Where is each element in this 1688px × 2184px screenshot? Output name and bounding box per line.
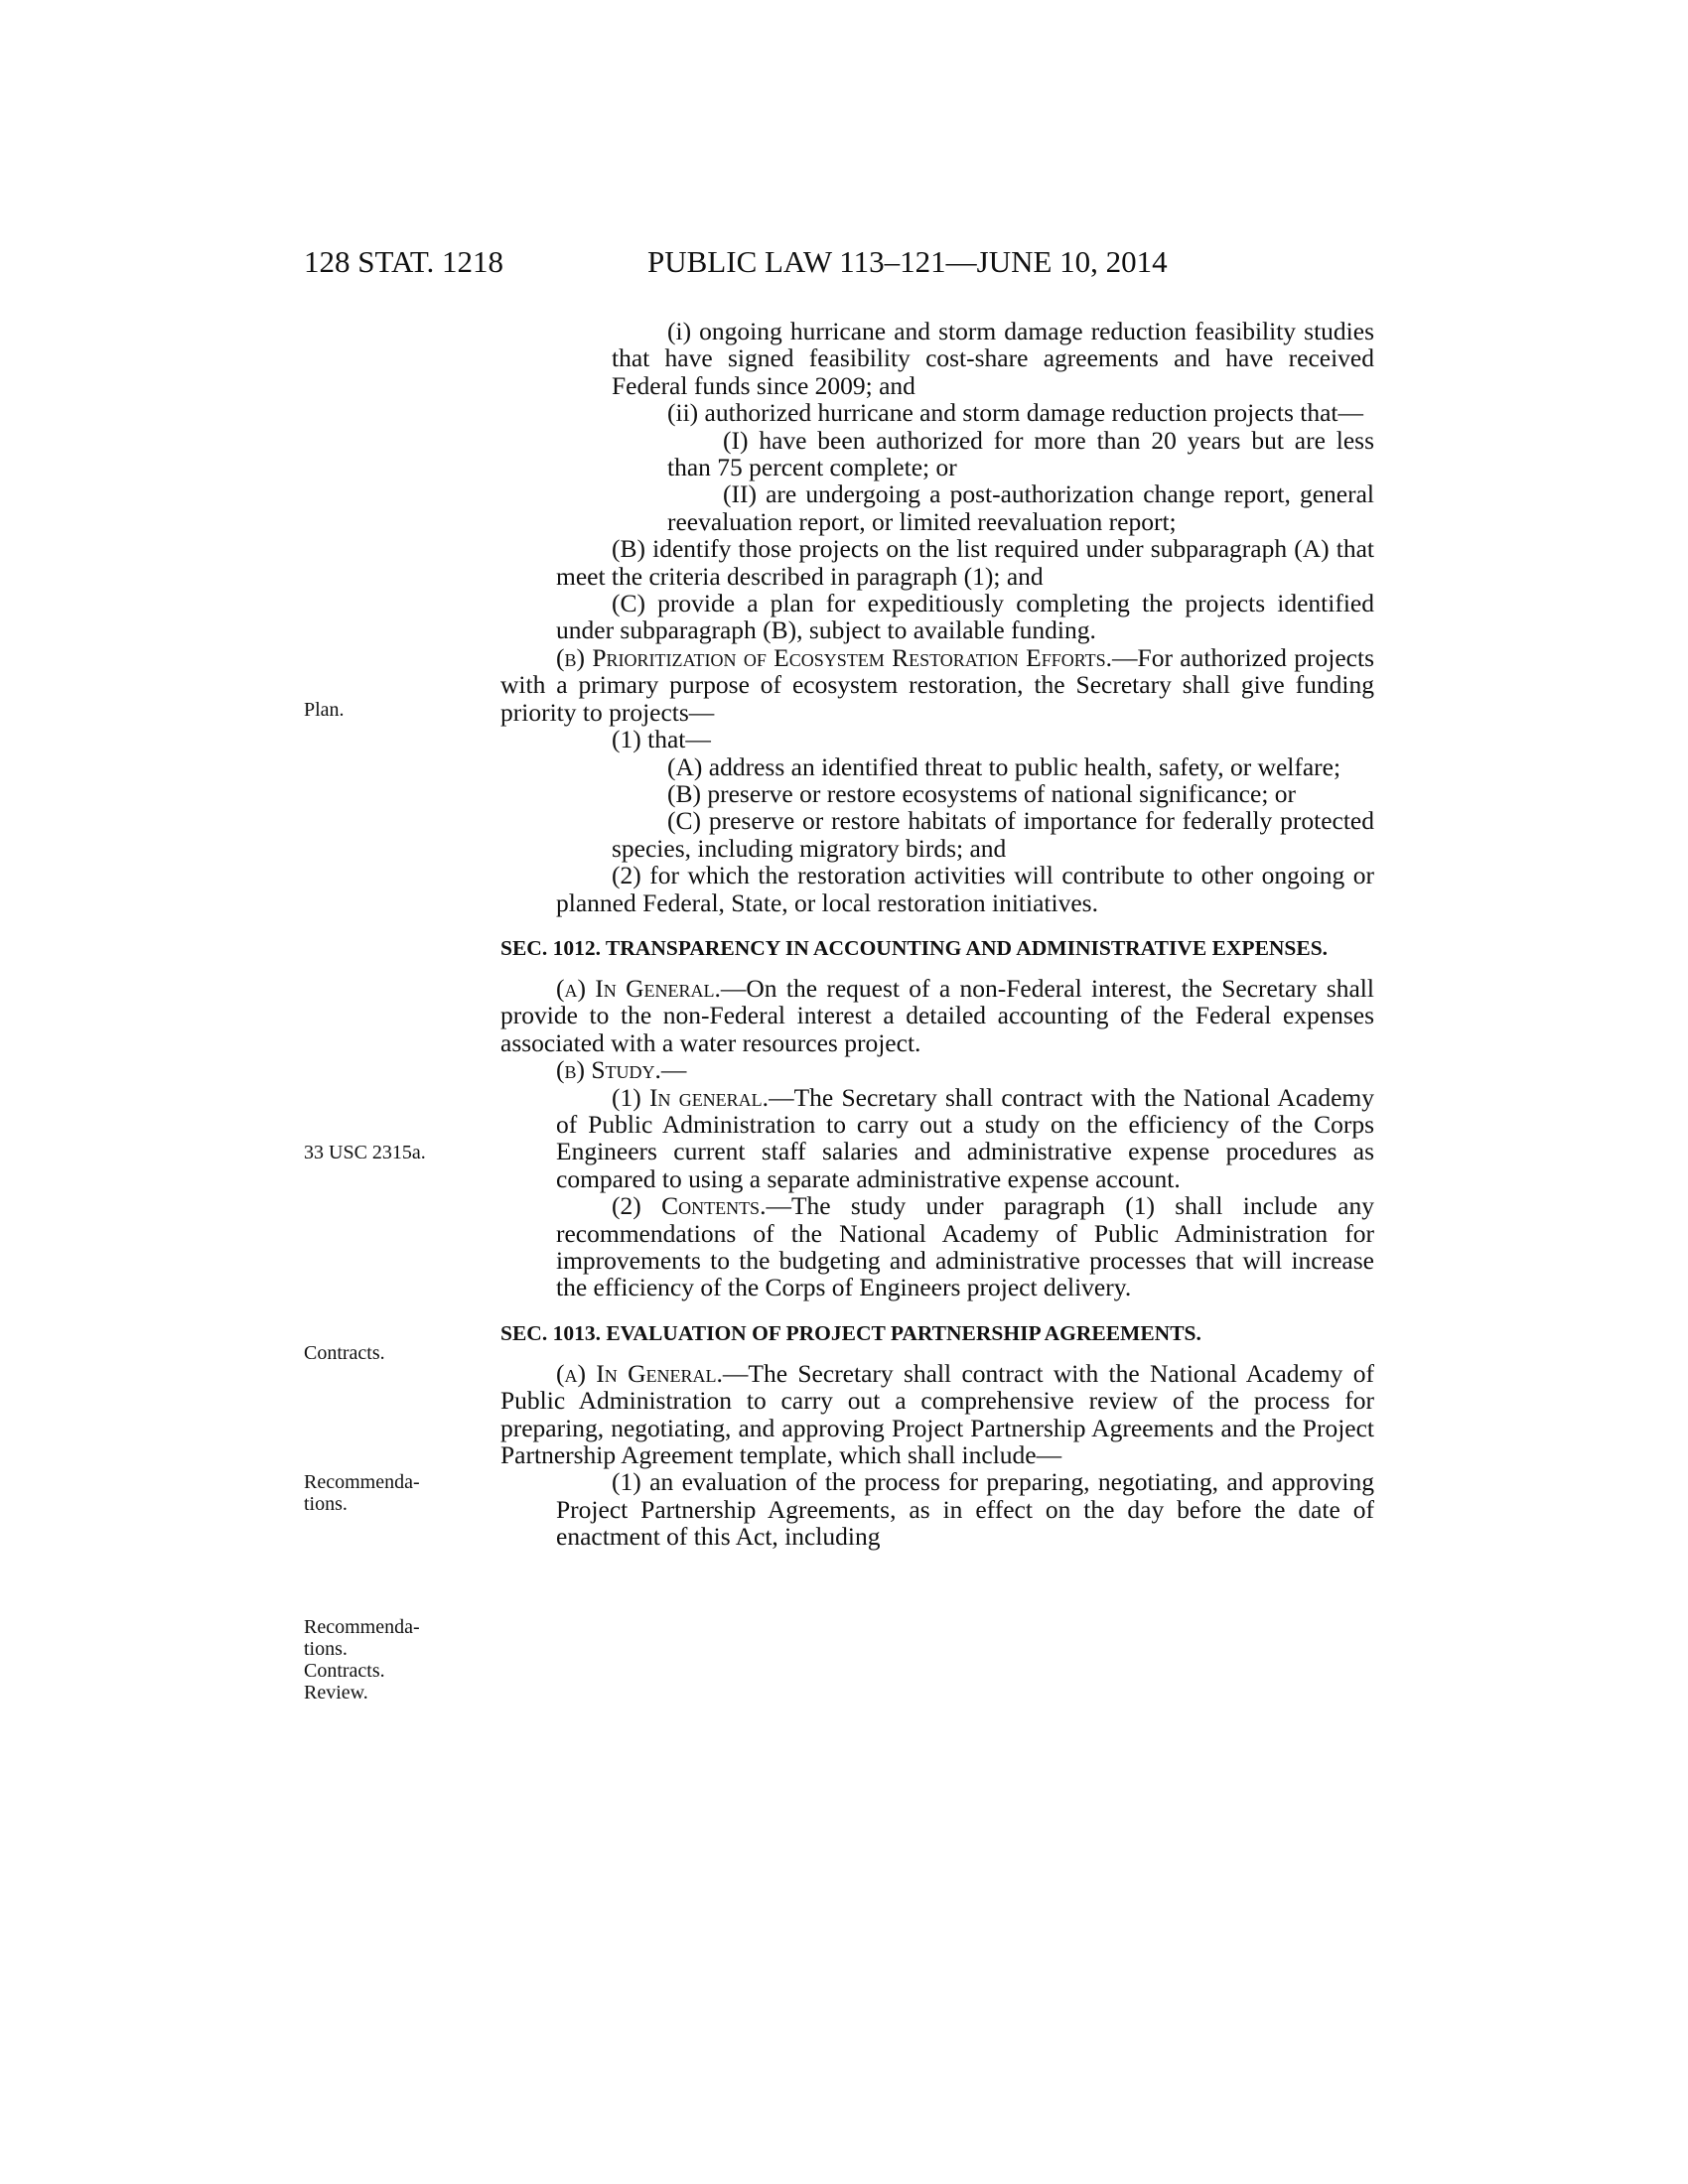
subsection-b xyxy=(500,644,1374,726)
clause-ii: (ii) authorized hurricane and storm damage reduction projects that— xyxy=(667,398,1363,428)
section-1012-b xyxy=(500,1056,1374,1083)
section-1013-a-heading: (a) In General. xyxy=(556,1358,723,1388)
margin-note-contracts: Contracts. xyxy=(304,1342,385,1364)
clause-i: (i) ongoing hurricane and storm damage reduction feasibility studies that have signed feasibility cost-share agreements and have received Federal funds since 2009; and xyxy=(612,317,1374,400)
section-1012-a-text: —On the request of a non-Federal interest, the Secretary shall provide to the non-Federal interest a detailed accounting of the Federal expenses associated with a water resources project. xyxy=(500,973,1374,1057)
section-1012-a-heading: (a) In General. xyxy=(556,973,721,1003)
paragraph-1-B: (B) preserve or restore ecosystems of national significance; or xyxy=(667,778,1297,808)
section-1012-b-heading: (b) Study. xyxy=(556,1055,661,1085)
section-1012-b-1-heading: (1) In general. xyxy=(612,1082,770,1112)
section-1012-b-2 xyxy=(500,1192,1374,1301)
section-1012-b-2-heading: (2) Contents. xyxy=(612,1191,767,1221)
paragraph-1-A: (A) address an identified threat to public health, safety, or welfare; xyxy=(667,751,1341,781)
section-1013-paragraph-1: (1) an evaluation of the process for preparing, negotiating, and approving Project Partnership Agreements, as in effect on the day before the date of enactment of this Act, including xyxy=(556,1467,1374,1552)
subsection-b-text: —For authorized projects with a primary purpose of ecosystem restoration, the Secretary shall give funding priority to projects— xyxy=(500,642,1374,727)
section-1012-heading: SEC. 1012. TRANSPARENCY IN ACCOUNTING AND ADMINISTRATIVE EXPENSES. xyxy=(500,935,1329,960)
paragraph-1-C: (C) preserve or restore habitats of importance for federally protected species, including migratory birds; and xyxy=(612,806,1374,863)
section-1012-a xyxy=(500,975,1374,1056)
page-header xyxy=(0,244,1688,284)
statute-body xyxy=(500,318,1374,1551)
subparagraph-C: (C) provide a plan for expeditiously completing the projects identified under subparagraph (B), subject to available funding. xyxy=(556,589,1374,645)
paragraph-2: (2) for which the restoration activities will contribute to other ongoing or planned Federal, State, or local restoration initiatives. xyxy=(556,861,1374,917)
section-1012-b-text: — xyxy=(660,1055,687,1085)
paragraph-1: (1) that— xyxy=(612,725,711,754)
public-law-title: PUBLIC LAW 113–121—JUNE 10, 2014 xyxy=(647,244,1168,279)
subclause-II: (II) are undergoing a post-authorization change report, general reevaluation report, or limited reevaluation report; xyxy=(667,479,1374,536)
section-1012-b-1-text: —The Secretary shall contract with the National Academy of Public Administration to carry out a study on the efficiency of the Corps Engineers current staff salaries and administrative expense procedures as compared to using a separate administrative expense account. xyxy=(556,1082,1374,1193)
subclause-I: (I) have been authorized for more than 20 years but are less than 75 percent complete; or xyxy=(667,425,1374,482)
section-1013-a xyxy=(500,1360,1374,1469)
section-1012-b-2-text: —The study under paragraph (1) shall include any recommendations of the National Academy of Public Administration for improvements to the budgeting and administrative processes that will increase the efficiency of the Corps of Engineers project delivery. xyxy=(556,1191,1374,1302)
subsection-b-heading: (b) Prioritization of Ecosystem Restoration Efforts. xyxy=(556,642,1113,672)
margin-note-recommendations: Recommenda- tions. xyxy=(304,1471,420,1515)
margin-note-usc: 33 USC 2315a. xyxy=(304,1142,426,1163)
section-1013-a-text: —The Secretary shall contract with the National Academy of Public Administration to carry out a comprehensive review of the process for preparing, negotiating, and approving Project Partnership Agreements and the Project Partnership Agreement template, which shall include— xyxy=(500,1358,1374,1470)
statute-reference: 128 STAT. 1218 xyxy=(304,244,504,279)
section-1012-b-1 xyxy=(500,1084,1374,1193)
margin-note-recommendations-contracts-review: Recommenda- tions. Contracts. Review. xyxy=(304,1616,420,1704)
margin-note-plan: Plan. xyxy=(304,699,345,721)
section-1013-heading: SEC. 1013. EVALUATION OF PROJECT PARTNERSHIP AGREEMENTS. xyxy=(500,1320,1201,1345)
subparagraph-B: (B) identify those projects on the list required under subparagraph (A) that meet the criteria described in paragraph (1); and xyxy=(556,534,1374,591)
